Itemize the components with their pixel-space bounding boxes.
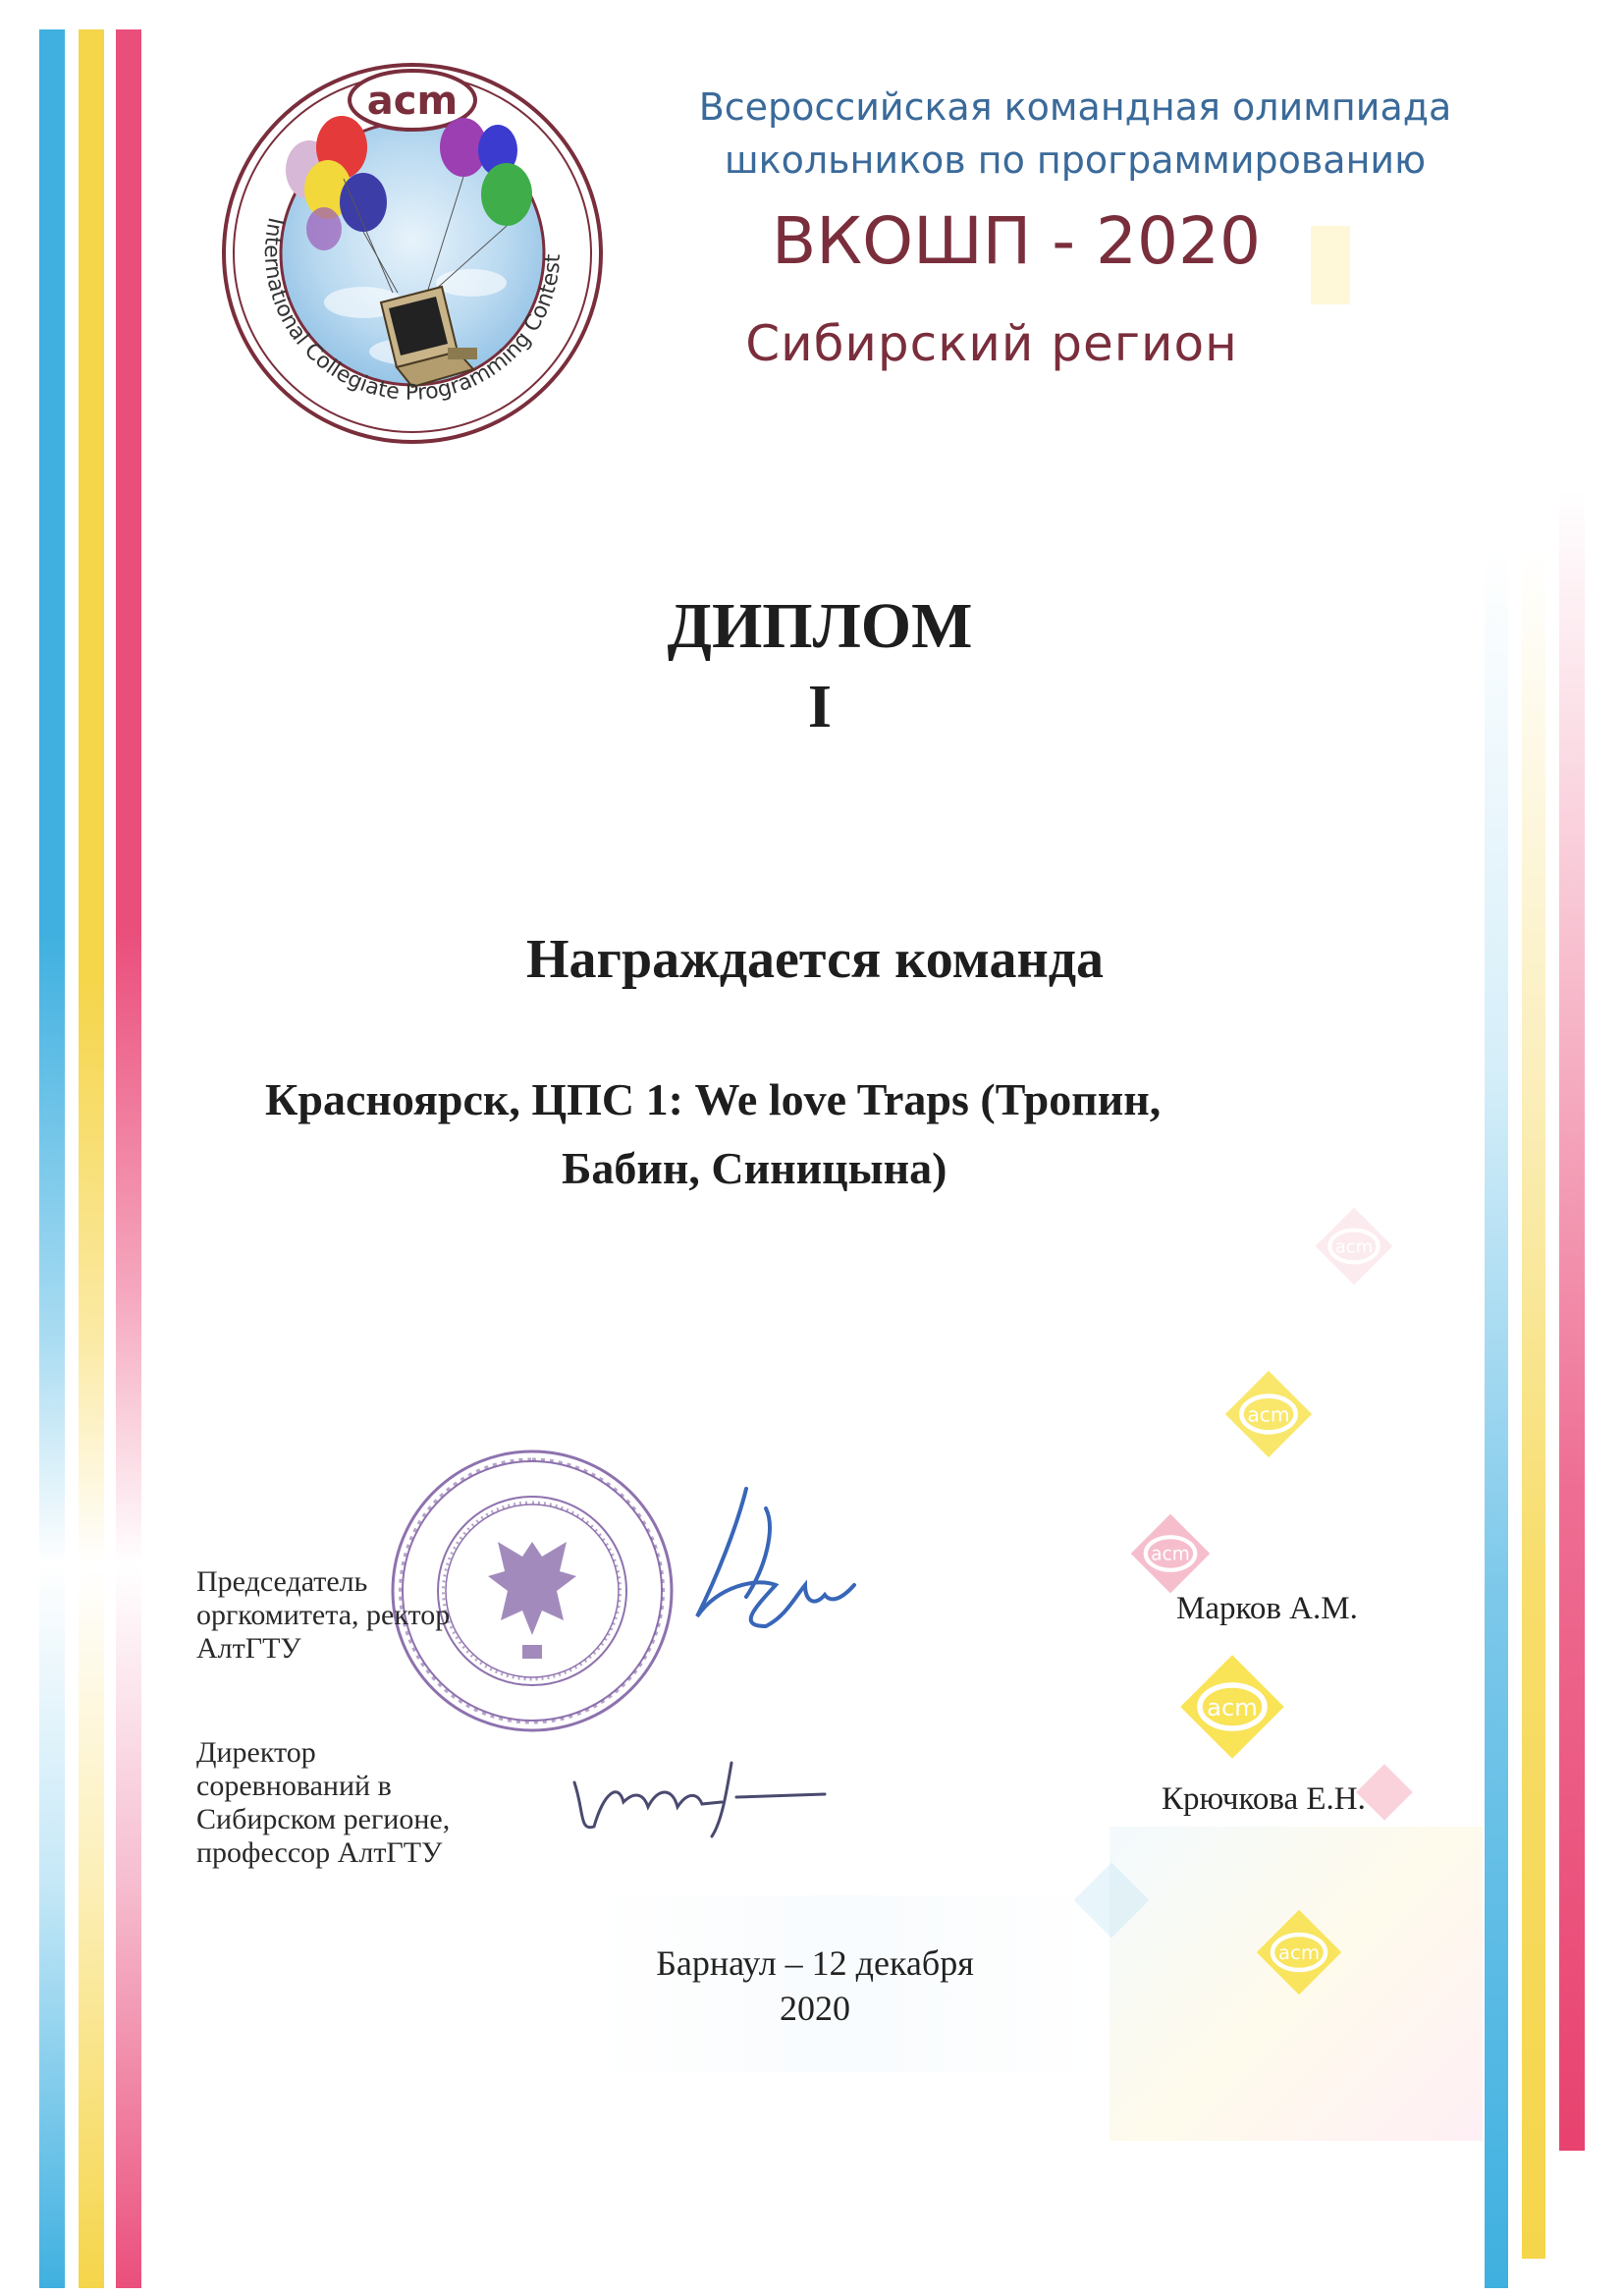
svg-text:acm: acm [1247, 1402, 1290, 1427]
chair-name: Марков А.М. [1176, 1591, 1358, 1626]
chair-title-line-2: оргкомитета, ректор [196, 1599, 451, 1631]
svg-text:acm: acm [1334, 1236, 1374, 1258]
left-blue-stripe [39, 29, 65, 2288]
place-and-date [550, 1941, 1080, 2031]
acm-watermark-icon [1314, 1206, 1394, 1286]
logo-ring-text: International Collegiate Programming Contest [258, 214, 567, 406]
year-line: 2020 [780, 1989, 850, 2028]
chair-title-line-3: АлтГТУ [196, 1632, 301, 1665]
director-title-line-4: профессор АлтГТУ [196, 1836, 443, 1869]
left-yellow-stripe [79, 29, 104, 2288]
organization-title [609, 81, 1542, 187]
team-name-line-1: Красноярск, ЦПС 1: We love Traps (Тропин, [265, 1074, 1162, 1124]
team-name-line-2: Бабин, Синицына) [562, 1143, 947, 1193]
award-text: Награждается команда [525, 929, 1105, 990]
director-signature-icon [565, 1753, 830, 1841]
acm-watermark-icon [1072, 1861, 1151, 1940]
pale-decor-block [1311, 226, 1350, 304]
right-pink-stripe [1559, 491, 1585, 2151]
diploma-title: ДИПЛОМ [667, 590, 973, 662]
director-title-line-2: соревнований в [196, 1770, 392, 1802]
place-date-line: Барнаул – 12 декабря [656, 1943, 974, 1983]
right-blue-stripe [1485, 550, 1508, 2288]
acm-watermark-icon [1255, 1908, 1343, 1996]
contest-name: ВКОШП - 2020 [771, 203, 1262, 279]
chair-title [196, 1565, 530, 1666]
chair-signature-icon [677, 1469, 874, 1656]
region-name: Сибирский регион [745, 315, 1238, 372]
acm-watermark-icon [1129, 1512, 1212, 1595]
acm-watermark-icon [1223, 1369, 1314, 1459]
organization-title-line-1: Всероссийская командная олимпиада [698, 85, 1452, 129]
organization-title-line-2: школьников по программированию [724, 138, 1427, 182]
chair-title-line-1: Председатель [196, 1565, 368, 1598]
left-pink-stripe [116, 29, 141, 2288]
svg-text:acm: acm [1277, 1941, 1321, 1965]
svg-text:acm: acm [1207, 1693, 1258, 1722]
svg-text:acm: acm [366, 79, 459, 124]
director-title-line-1: Директор [196, 1736, 316, 1769]
right-yellow-stripe [1522, 550, 1545, 2259]
svg-text:acm: acm [1151, 1544, 1190, 1565]
director-title-line-3: Сибирском регионе, [196, 1803, 451, 1835]
acm-watermark-icon [1178, 1653, 1286, 1761]
director-name: Крючкова Е.Н. [1162, 1781, 1366, 1817]
acm-icpc-logo [216, 57, 609, 450]
diploma-degree: I [807, 674, 833, 740]
director-title [196, 1736, 530, 1870]
